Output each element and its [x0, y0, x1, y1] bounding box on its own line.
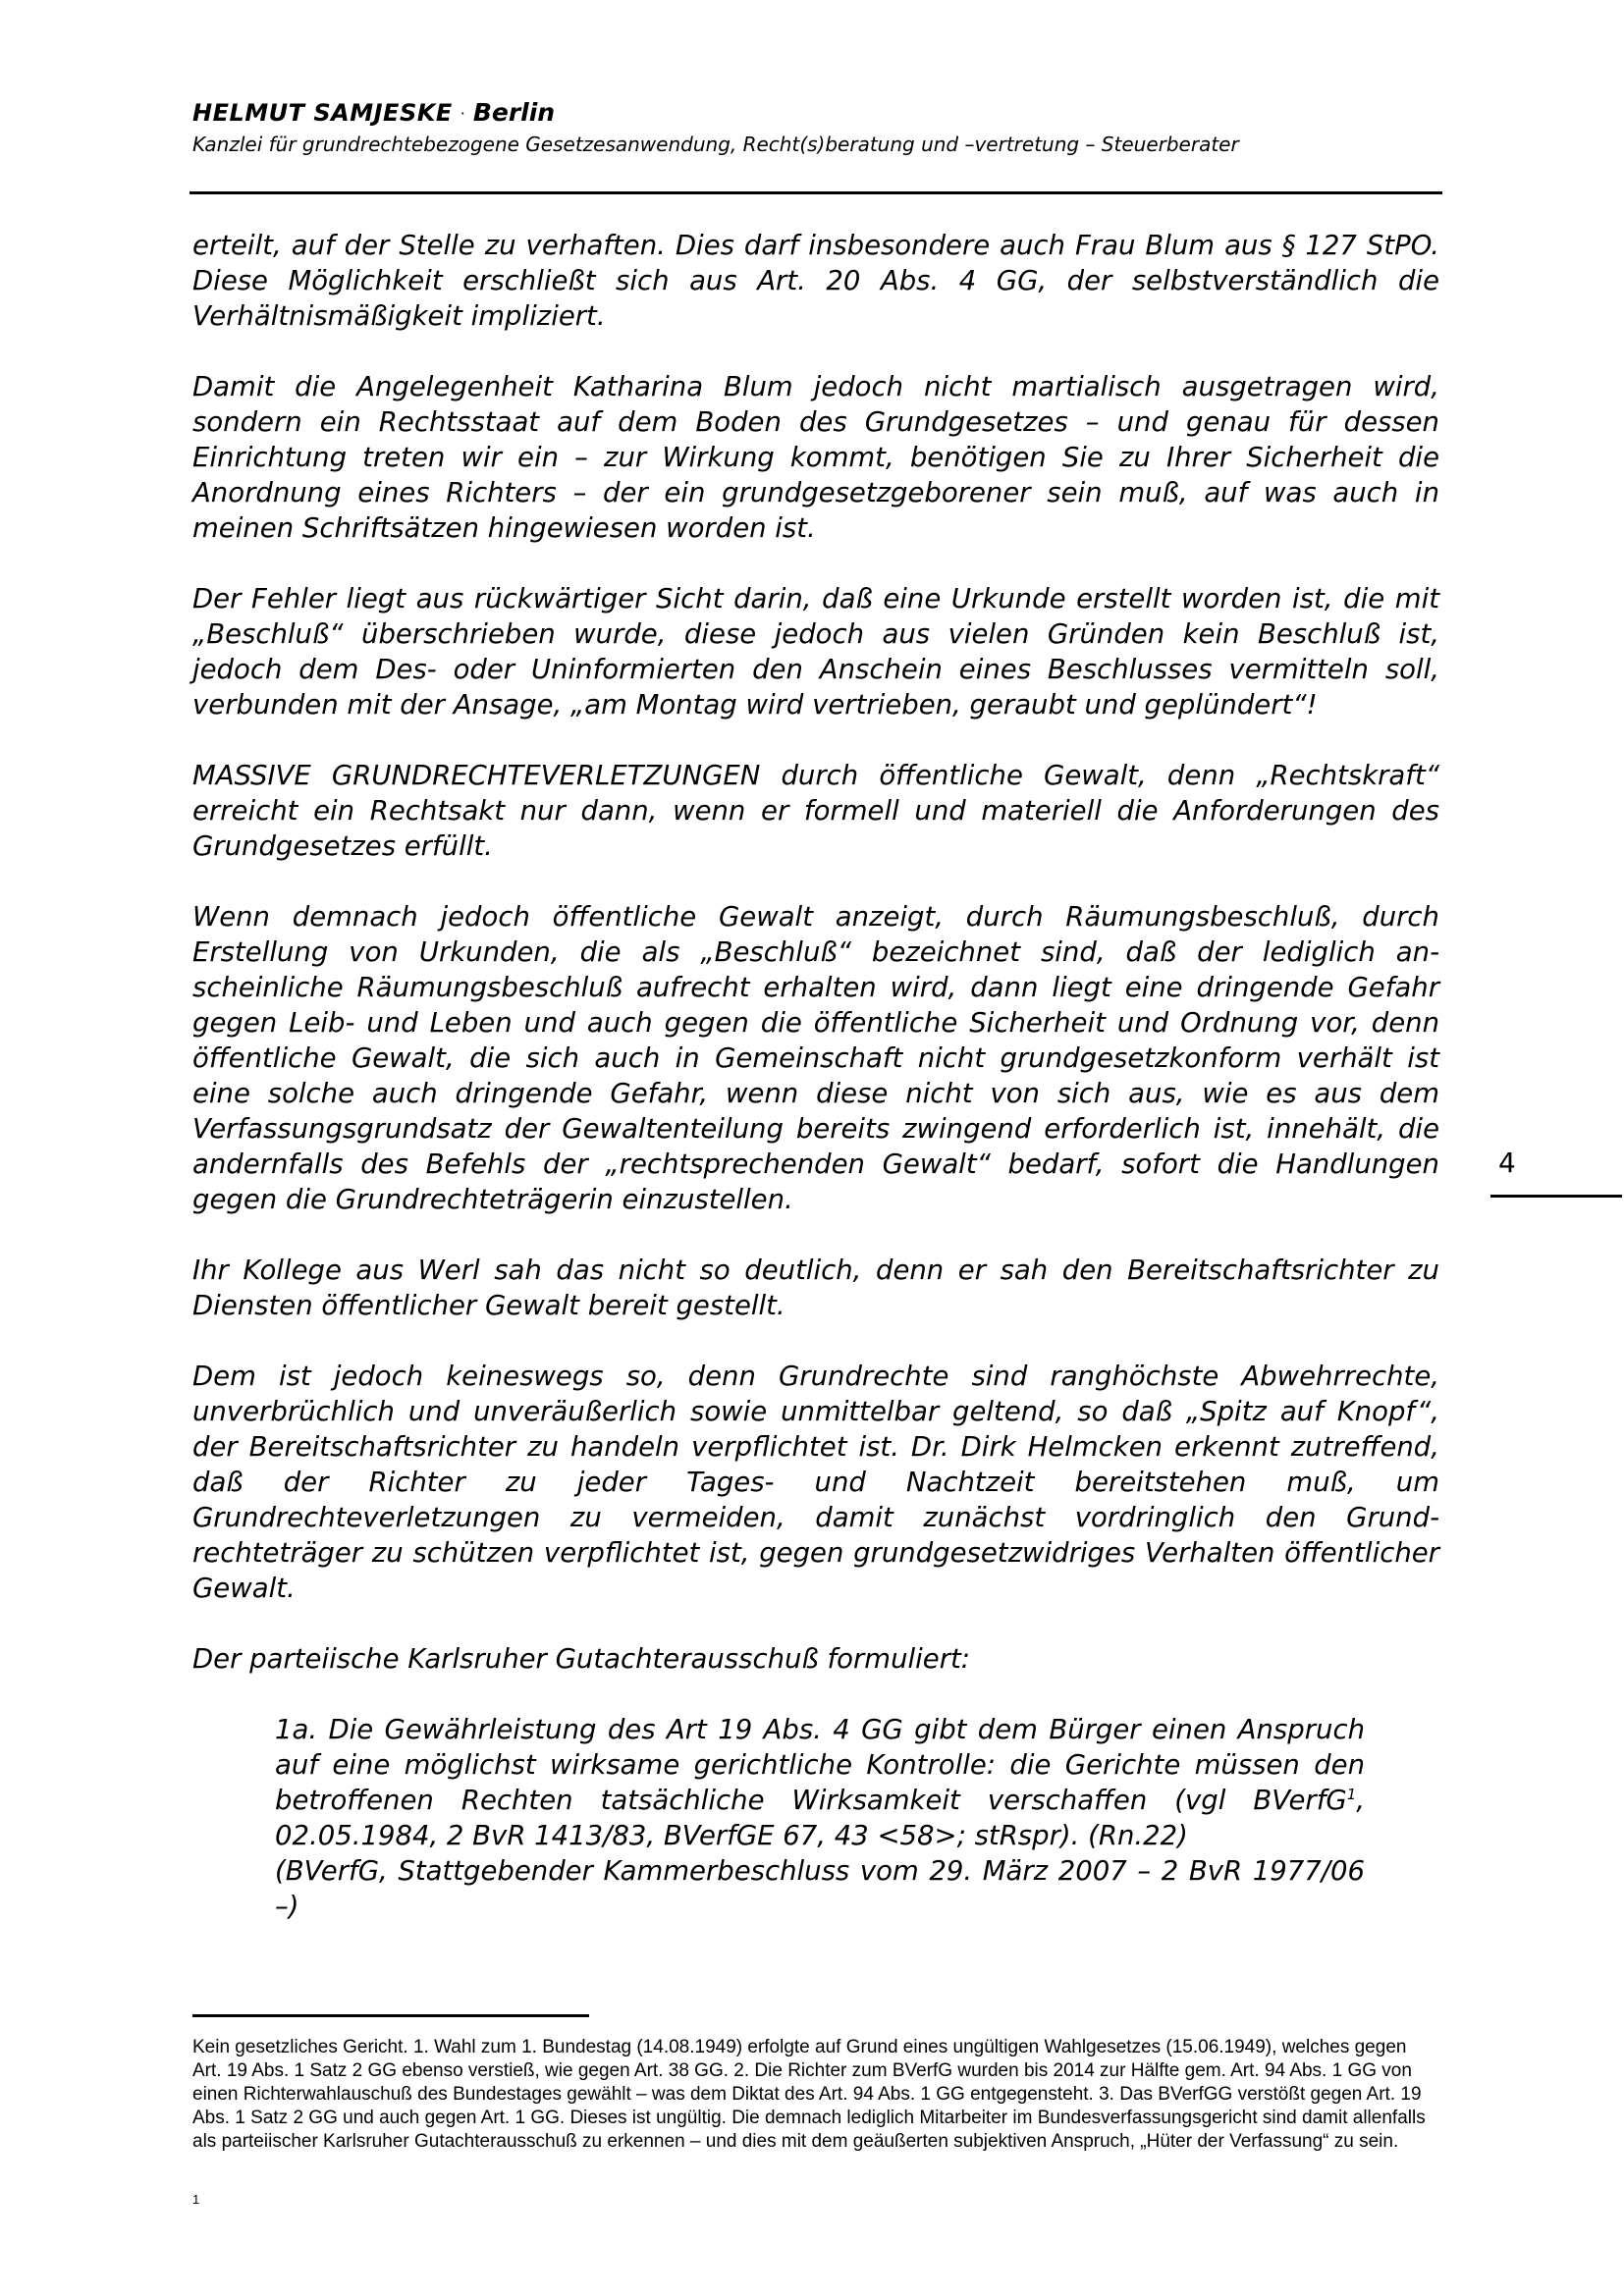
paragraph-6: Ihr Kollege aus Werl sah das nicht so deutlich, denn er sah den Bereitschaftsrichter zu Diensten öffentlicher Gewalt bereit gestellt. — [192, 1255, 1439, 1321]
page-number: 4 — [1498, 1147, 1516, 1179]
footnote-text: Kein gesetzliches Gericht. 1. Wahl zum 1. Bundestag (14.08.1949) erfolgte auf Grund eines ungültigen Wahlgesetzes (15.06.1949), welches gegen Art. 19 Abs. 1 Satz 2 GG ebenso verstieß, wie gegen Art. 38 GG. 2. Die Richter zum BVerfG wurden bis 2014 zur Hälfte gem. Art. 94 Abs. 1 GG von einen Richterwahlauschuß des Bundestages gewählt – was dem Diktat des Art. 94 Abs. 1 GG entgegensteht. 3. Das BVerfGG verstößt gegen Art. 19 Abs. 1 Satz 2 GG und auch gegen Art. 1 GG. Dieses ist ungültig. Die demnach lediglich Mitarbeiter im Bundesverfassungsgericht sind damit allenfalls als parteiischer Karlsruher Gutachterausschuß zu erkennen – und dies mit dem geäußerten subjektiven Anspruch, „Hüter der Verfassung“ zu sein. — [192, 2037, 1426, 2152]
quote-part-b: , 02.05.1984, 2 BvR 1413/83, BVerfGE 67, 43 <58>; stRspr). (Rn.22) — [275, 1785, 1365, 1851]
paragraph-3: Der Fehler liegt aus rückwärtiger Sicht darin, daß eine Urkunde erstellt worden ist, die mit „Beschluß“ überschrieben wurde, diese jedoch aus vielen Gründen kein Beschluß ist, jedoch dem Des- oder Uninformierten den Anschein eines Beschlusses vermitteln soll, verbunden mit der Ansage, „am Montag wird vertrieben, geraubt und geplündert“! — [192, 583, 1439, 721]
footnote-rule — [192, 2014, 589, 2017]
footnote-marker: 1 — [192, 2192, 200, 2207]
quote-text — [275, 1712, 1365, 1853]
paragraph-7: Dem ist jedoch keineswegs so, denn Grundrechte sind ranghöchste Abwehrrechte, unverbrüchlich und unveräußerlich sowie unmittelbar geltend, so daß „Spitz auf Knopf“, der Bereitschaftsrichter zu handeln verpflichtet ist. Dr. Dirk Helmcken erkennt zutreffend, daß der Richter zu jeder Tages- und Nachtzeit bereitstehen muß, um Grundrechteverletzungen zu vermeiden, damit zunächst vordringlich den Grundrechteträger zu schützen verpflichtet ist, gegen grundgesetzwidriges Verhalten öffentlicher Gewalt. — [192, 1361, 1439, 1604]
footnote-reference[interactable]: 1 — [1346, 1785, 1357, 1803]
firm-subtitle: Kanzlei für grundrechtebezogene Gesetzesanwendung, Recht(s)beratung und –vertretung – Steuerberater — [192, 133, 1239, 156]
letterhead-title — [192, 98, 1449, 127]
paragraph-8: Der parteiische Karlsruher Gutachterausschuß formuliert: — [192, 1643, 971, 1675]
letterhead — [192, 98, 1449, 156]
separator-dot: · — [460, 104, 465, 123]
paragraph-1: erteilt, auf der Stelle zu verhaften. Dies darf insbesondere auch Frau Blum aus § 127 StPO. Diese Möglichkeit erschließt sich aus Art. 20 Abs. 4 GG, der selbstverständlich die Verhältnismäßigkeit impliziert. — [192, 230, 1439, 332]
firm-city: Berlin — [472, 98, 556, 127]
page-number-rule — [1490, 1195, 1622, 1198]
quote-part-a: 1a. Die Gewährleistung des Art 19 Abs. 4 GG gibt dem Bürger einen Anspruch auf eine möglichst wirksame gerichtliche Kontrolle: die Gerichte müssen den betroffenen Rechten tatsächliche Wirksamkeit verschaffen (vgl BVerfG — [275, 1714, 1365, 1816]
letter-body — [192, 228, 1439, 1924]
paragraph-5: Wenn demnach jedoch öffentliche Gewalt anzeigt, durch Räumungsbeschluß, durch Erstellung von Urkunden, die als „Beschluß“ bezeichnet sind, daß der lediglich anscheinliche Räumungsbeschluß aufrecht erhalten wird, dann liegt eine dringende Gefahr gegen Leib- und Leben und auch gegen die öffentliche Sicherheit und Ordnung vor, denn öffentliche Gewalt, die sich auch in Gemeinschaft nicht grundgesetzkonform verhält ist eine solche auch dringende Gefahr, wenn diese nicht von sich aus, wie es aus dem Verfassungsgrundsatz der Gewaltenteilung bereits zwingend erforderlich ist, innehält, die andernfalls des Befehls der „rechtsprechenden Gewalt“ bedarf, sofort die Handlungen gegen die Grundrechteträgerin einzustellen. — [192, 901, 1439, 1215]
block-quote — [275, 1712, 1365, 1924]
paragraph-4: MASSIVE GRUNDRECHTEVERLETZUNGEN durch öffentliche Gewalt, denn „Rechtskraft“ erreicht ein Rechtsakt nur dann, wenn er formell und materiell die Anforderungen des Grundgesetzes erfüllt. — [192, 760, 1439, 862]
paragraph-2: Damit die Angelegenheit Katharina Blum jedoch nicht martialisch ausgetragen wird, sondern ein Rechtsstaat auf dem Boden des Grundgesetzes – und genau für dessen Einrichtung treten wir ein – zur Wirkung kommt, benötigen Sie zu Ihrer Sicherheit die Anordnung eines Richters – der ein grundgesetzgeborener sein muß, auf was auch in meinen Schriftsätzen hingewiesen worden ist. — [192, 371, 1439, 544]
header-rule — [189, 191, 1442, 194]
quote-citation: (BVerfG, Stattgebender Kammerbeschluss vom 29. März 2007 – 2 BvR 1977/06 –) — [275, 1855, 1365, 1922]
firm-name: HELMUT SAMJESKE — [192, 99, 453, 127]
